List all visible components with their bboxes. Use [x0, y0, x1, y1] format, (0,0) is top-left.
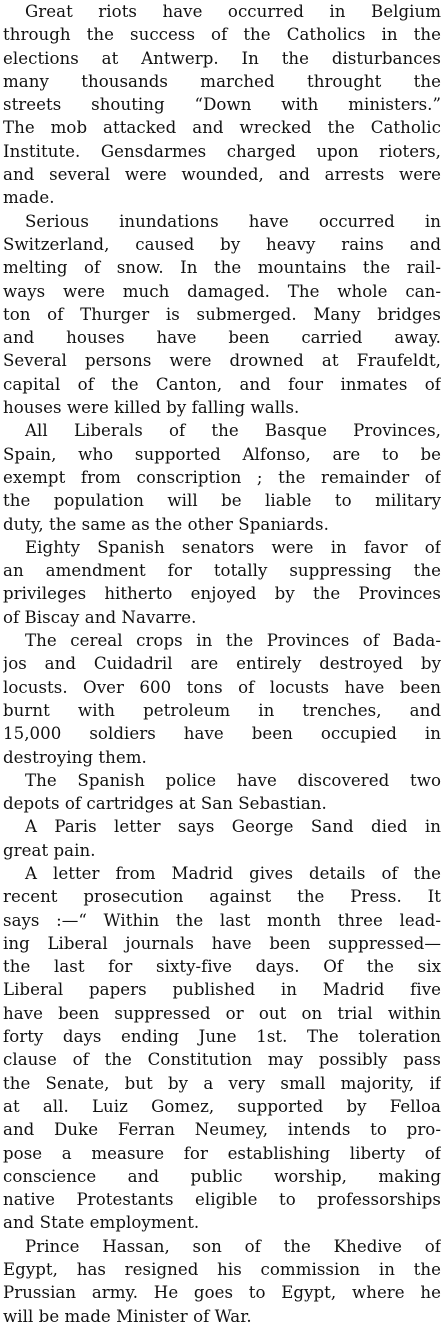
text-line: of Biscay and Navarre.: [3, 607, 197, 627]
text-line: Several persons were drowned at Fraufeldt,: [3, 351, 441, 371]
text-line: the Senate, but by a very small majority, if: [3, 1073, 441, 1093]
text-line: All Liberals of the Basque Provinces,: [25, 421, 441, 441]
text-line: melting of snow. In the mountains the rail-: [3, 258, 441, 278]
paragraph: [3, 862, 441, 1235]
text-line: streets shouting “Down with ministers.”: [3, 95, 441, 115]
text-line: destroying them.: [3, 747, 147, 767]
text-line: exempt from conscription ; the remainder of: [3, 467, 441, 487]
text-line: have been suppressed or out on trial within: [3, 1003, 441, 1023]
text-line: ton of Thurger is submerged. Many bridges: [3, 304, 441, 324]
text-line: The mob attacked and wrecked the Catholic: [3, 118, 441, 138]
paragraph: [3, 769, 441, 816]
text-line: capital of the Canton, and four inmates of: [3, 374, 441, 394]
text-line: duty, the same as the other Spaniards.: [3, 514, 329, 534]
text-line: Serious inundations have occurred in: [25, 211, 441, 231]
text-line: and Duke Ferran Neumey, intends to pro-: [3, 1120, 441, 1140]
text-line: depots of cartridges at San Sebastian.: [3, 794, 327, 814]
text-line: elections at Antwerp. In the disturbances: [3, 48, 441, 68]
text-line: through the success of the Catholics in the: [3, 25, 441, 45]
text-line: made.: [3, 188, 55, 208]
text-line: jos and Cuidadril are entirely destroyed by: [3, 654, 441, 674]
text-line: the last for sixty-five days. Of the six: [3, 957, 441, 977]
text-line: the population will be liable to military: [3, 491, 441, 511]
text-line: great pain.: [3, 840, 96, 860]
paragraph: [3, 0, 441, 210]
text-line: 15,000 soldiers have been occupied in: [3, 724, 441, 744]
text-line: conscience and public worship, making: [3, 1166, 441, 1186]
text-line: The Spanish police have discovered two: [25, 770, 441, 790]
text-line: and several were wounded, and arrests were: [3, 165, 441, 185]
text-line: ing Liberal journals have been suppressed—: [3, 933, 441, 953]
text-line: Great riots have occurred in Belgium: [25, 2, 441, 21]
text-line: Eighty Spanish senators were in favor of: [25, 537, 441, 557]
paragraph: [3, 210, 441, 420]
text-line: Liberal papers published in Madrid five: [3, 980, 441, 1000]
paragraph: [3, 536, 441, 629]
text-line: ways were much damaged. The whole can-: [3, 281, 441, 301]
text-line: pose a measure for establishing liberty of: [3, 1143, 441, 1163]
text-line: says :—“ Within the last month three lead-: [3, 910, 441, 930]
text-line: and houses have been carried away.: [3, 328, 441, 348]
paragraph: [3, 1235, 441, 1328]
paragraph: [3, 815, 441, 862]
text-line: burnt with petroleum in trenches, and: [3, 700, 441, 720]
text-line: clause of the Constitution may possibly pass: [3, 1050, 441, 1070]
text-line: an amendment for totally suppressing the: [3, 561, 441, 581]
text-line: recent prosecution against the Press. It: [3, 887, 441, 907]
text-line: Institute. Gensdarmes charged upon rioters,: [3, 141, 441, 161]
paragraph: [3, 629, 441, 769]
text-line: houses were killed by falling walls.: [3, 398, 300, 418]
text-line: A letter from Madrid gives details of the: [25, 863, 441, 883]
paragraph: [3, 419, 441, 535]
text-line: native Protestants eligible to professorships: [3, 1190, 441, 1210]
text-line: The cereal crops in the Provinces of Bada-: [25, 631, 441, 651]
text-line: Spain, who supported Alfonso, are to be: [3, 444, 441, 464]
text-line: at all. Luiz Gomez, supported by Felloa: [3, 1096, 441, 1116]
text-line: privileges hitherto enjoyed by the Provinces: [3, 584, 441, 604]
text-line: and State employment.: [3, 1213, 200, 1233]
text-line: A Paris letter says George Sand died in: [25, 817, 441, 837]
text-line: Switzerland, caused by heavy rains and: [3, 234, 441, 254]
text-line: Prussian army. He goes to Egypt, where he: [3, 1283, 441, 1303]
text-line: will be made Minister of War.: [3, 1306, 252, 1326]
text-line: locusts. Over 600 tons of locusts have been: [3, 677, 441, 697]
text-line: Egypt, has resigned his commission in the: [3, 1260, 441, 1280]
text-line: many thousands marched throught the: [3, 71, 441, 91]
text-line: forty days ending June 1st. The toleration: [3, 1027, 441, 1047]
text-line: Prince Hassan, son of the Khedive of: [25, 1236, 441, 1256]
